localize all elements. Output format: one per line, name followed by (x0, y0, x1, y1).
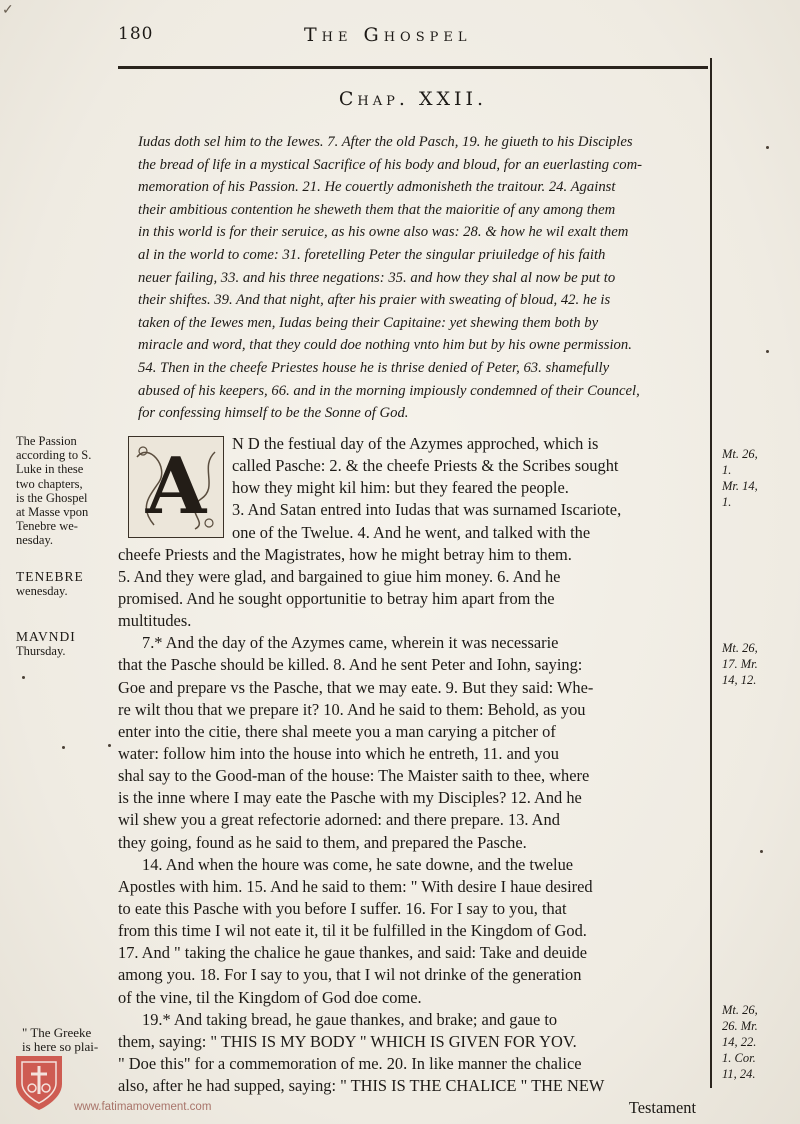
reference-line: 1. (722, 463, 732, 477)
speck (766, 350, 769, 353)
argument-line: their ambitious contention he sheweth them that the maioritie of any among them (138, 201, 616, 218)
drop-initial-letter: A (145, 441, 207, 532)
argument-line: Iudas doth sel him to the Iewes. 7. After the old Pasch, 19. he giueth to his Disciples (138, 134, 633, 150)
body-line: to eate this Pasche with you before I suffer. 16. For I say to you, that (118, 898, 567, 918)
speck (108, 744, 111, 747)
body-line: water: follow him into the house into which he entreth, 11. and you (118, 743, 559, 763)
reference-line: 14, 22. (722, 1035, 757, 1049)
argument-line: memoration of his Passion. 21. He couertly admonisheth the traitour. 24. Against (138, 179, 616, 196)
argument-line: abused of his keepers, 66. and in the morning impiously condemned of their Councel, (138, 382, 640, 399)
body-line: 7.* And the day of the Azymes came, wherein it was necessarie (142, 633, 559, 653)
body-line: 14. And when the houre was come, he sate downe, and the twelue (142, 854, 574, 874)
chapter-title: Chap. XXII. (338, 88, 488, 110)
body-line: 5. And they were glad, and bargained to giue him money. 6. And he (118, 566, 561, 586)
argument-line: their shiftes. 39. And that night, after his praier with sweating of bloud, 42. he is (138, 292, 611, 309)
speck (760, 850, 763, 853)
margin-reference (722, 446, 794, 510)
body-line: how they might kil him: but they feared the people. (232, 478, 569, 498)
body-line: one of the Twelue. 4. And he went, and talked with the (232, 522, 591, 542)
feast-label: MAVNDI (16, 629, 76, 644)
body-line: N D the festiual day of the Azymes approched, which is (232, 434, 599, 453)
margin-note-line: at Masse vpon (16, 505, 89, 520)
running-title: The Ghospel (304, 24, 472, 46)
body-line: Goe and prepare vs the Pasche, that we may eate. 9. But they said: Whe- (118, 677, 594, 697)
margin-note-passion (16, 434, 116, 548)
margin-rule (710, 58, 712, 1088)
margin-note-maundi (16, 630, 116, 658)
argument-line: in this world is for their seruice, as his owne also was: 28. & how he wil exalt them (138, 224, 629, 241)
body-line: from this time I wil not eate it, til it be fulfilled in the Kingdom of God. (118, 921, 587, 941)
feast-day: wenesday. (16, 584, 68, 599)
watermark[interactable]: www.fatimamovement.com (74, 1101, 212, 1113)
top-rule (118, 66, 708, 69)
argument-line: the bread of life in a mystical Sacrifice of his body and bloud, for an euerlasting com- (138, 156, 643, 173)
body-line: 17. And " taking the chalice he gaue thankes, and said: Take and deuide (118, 943, 588, 963)
reference-line: Mt. 26, (722, 1003, 758, 1017)
speck (62, 746, 65, 749)
margin-note-line: is the Ghospel (16, 490, 88, 505)
argument-line: for confessing himself to be the Sonne of God. (138, 405, 409, 422)
reference-line: Mt. 26, (722, 641, 758, 655)
feast-label: TENEBRE (16, 569, 84, 584)
argument-line: al in the world to come: 31. foretelling Peter the singular priuiledge of his faith (138, 246, 606, 263)
feast-day: Thursday. (16, 644, 66, 659)
margin-note-line: " The Greeke (22, 1025, 92, 1040)
body-line: called Pasche: 2. & the cheefe Priests & the Scribes sought (232, 456, 619, 476)
reference-line: Mt. 26, (722, 447, 758, 461)
reference-line: 17. Mr. (722, 657, 758, 671)
fatima-seal-icon (12, 1050, 66, 1112)
body-line: that the Pasche should be killed. 8. And he sent Peter and Iohn, saying: (118, 655, 583, 675)
argument-line: neuer failing, 33. and his three negations: 35. and how they shal al now be put to (138, 269, 616, 286)
body-line: shal say to the Good-man of the house: The Maister saith to thee, where (118, 766, 590, 786)
margin-note-line: is here so plai- (22, 1039, 99, 1055)
body-line: also, after he had supped, saying: " THIS IS THE CHALICE " THE NEW (118, 1076, 605, 1096)
body-line: 3. And Satan entred into Iudas that was surnamed Iscariote, (232, 500, 622, 520)
body-text (118, 433, 710, 1119)
body-line: them, saying: " THIS IS MY BODY " WHICH IS GIVEN FOR YOV. (118, 1031, 577, 1051)
running-head (118, 24, 708, 46)
margin-note-tenebre (16, 570, 116, 598)
corner-mark: ✓ (2, 2, 14, 18)
argument-line: 54. Then in the cheefe Priestes house he is thrise denied of Peter, 63. shamefully (138, 359, 610, 376)
reference-line: 14, 12. (722, 673, 757, 687)
body-line: 19.* And taking bread, he gaue thankes, and brake; and gaue to (142, 1009, 558, 1029)
body-line: re wilt thou that we prepare it? 10. And he said to them: Behold, as you (118, 699, 586, 719)
margin-note-line: according to S. (16, 448, 92, 463)
margin-note-line: Luke in these (16, 462, 84, 477)
reference-line: 1. Cor. (722, 1051, 756, 1065)
reference-line: 1. (722, 495, 732, 509)
margin-note-line: The Passion (16, 434, 77, 448)
body-line: multitudes. (118, 611, 192, 631)
body-line: is the inne where I may eate the Pasche with my Disciples? 12. And he (118, 788, 582, 808)
body-line: enter into the citie, there shal meete you a man carying a pitcher of (118, 721, 556, 741)
margin-reference (722, 640, 794, 688)
reference-line: Mr. 14, (722, 479, 758, 493)
catchword: Testament (628, 1098, 696, 1118)
argument-line: miracle and word, that they could doe nothing vnto him but by his owne permission. (138, 337, 632, 354)
body-line: of the vine, til the Kingdom of God doe come. (118, 987, 422, 1007)
body-line: among you. 18. For I say to you, that I wil not drinke of the generation (118, 965, 582, 985)
reference-line: 26. Mr. (722, 1019, 758, 1033)
speck (22, 676, 25, 679)
body-line: cheefe Priests and the Magistrates, how he might betray him to them. (118, 544, 572, 564)
body-line: " Doe this" for a commemoration of me. 20. In like manner the chalice (118, 1053, 582, 1073)
body-line: promised. And he sought opportunitie to betray him apart from the (118, 588, 555, 608)
margin-note-line: nesday. (16, 533, 54, 548)
body-line: Apostles with him. 15. And he said to them: " With desire I haue desired (118, 876, 593, 896)
body-line: wil shew you a great refectorie adorned: and there prepare. 13. And (118, 810, 560, 830)
speck (766, 146, 769, 149)
argument-line: taken of the Iewes men, Iudas being their Capitaine: yet shewing them both by (138, 314, 599, 331)
margin-note-line: two chapters, (16, 476, 83, 491)
body-line: they going, found as he said to them, and prepared the Pasche. (118, 832, 527, 852)
chapter-argument (138, 131, 708, 425)
margin-note-line: Tenebre we- (16, 519, 78, 534)
margin-reference (722, 1002, 794, 1082)
page-number: 180 (118, 24, 154, 44)
reference-line: 11, 24. (722, 1067, 756, 1081)
